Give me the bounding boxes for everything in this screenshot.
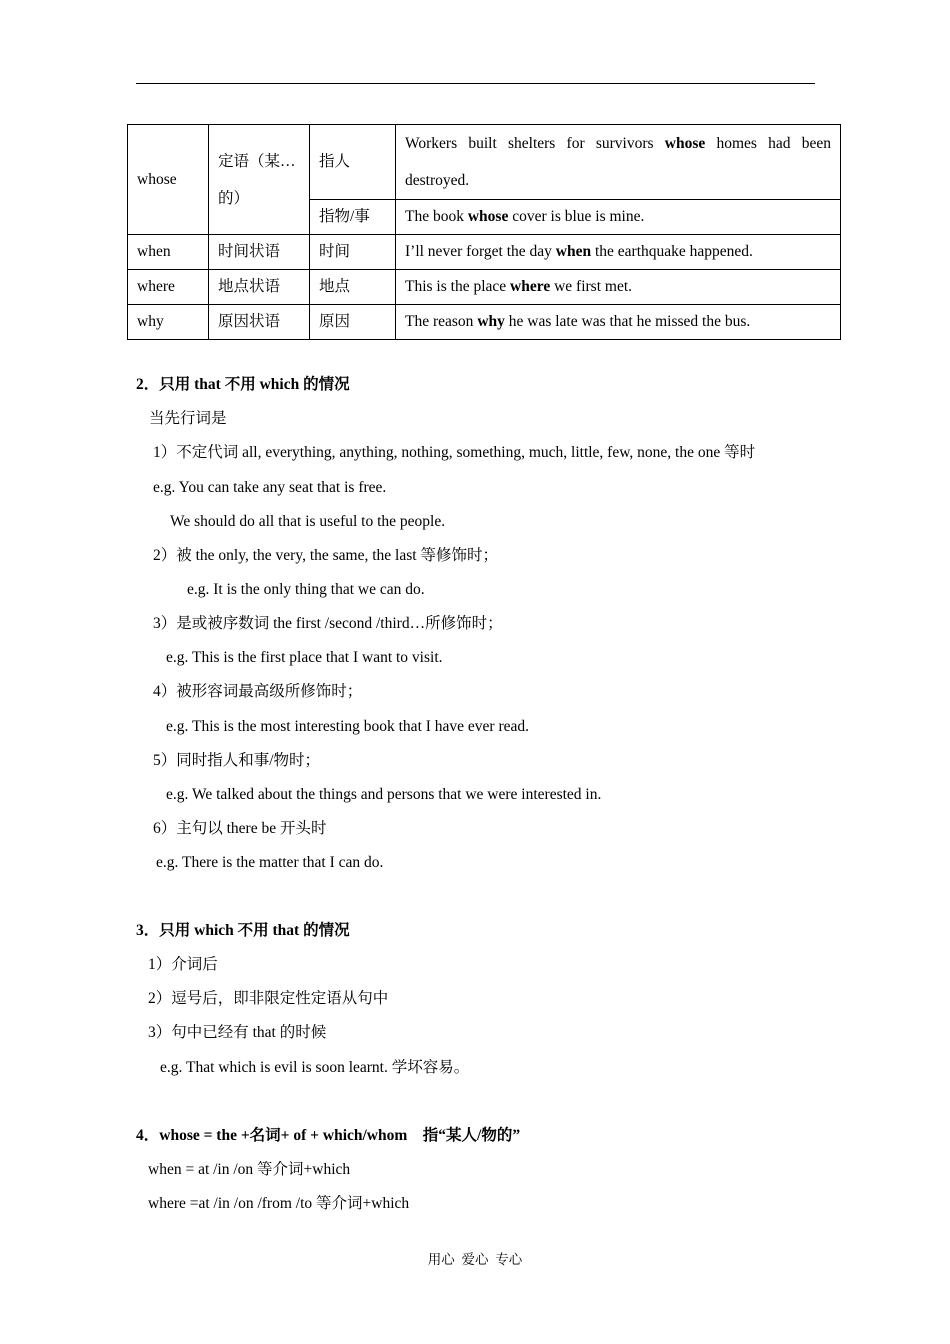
example-line: e.g. You can take any seat that is free. [153,479,387,496]
table-cell-example: The book whose cover is blue is mine. [396,200,841,235]
table-cell-refers: 指人 [310,125,396,200]
table-cell-refers: 时间 [310,235,396,270]
header-rule [136,83,815,84]
table-cell-example: This is the place where we first met. [396,270,841,305]
list-item: when = at /in /on 等介词+which [148,1161,351,1178]
table-row [128,125,841,200]
list-item: 3）句中已经有 that 的时候 [148,1024,327,1041]
list-item: where =at /in /on /from /to 等介词+which [148,1195,410,1212]
table-row [128,270,841,305]
example-line: We should do all that is useful to the people. [170,513,446,530]
table-cell-example: I’ll never forget the day when the earthquake happened. [396,235,841,270]
page-footer: 用心 爱心 专心 [427,1252,523,1267]
keyword: whose [664,135,706,152]
table-cell-refers: 指物/事 [310,200,396,235]
list-item: 2）逗号后，即非限定性定语从句中 [148,990,389,1007]
table-cell-refers: 原因 [310,305,396,340]
keyword: why [477,313,505,330]
example-line: e.g. This is the most interesting book that I have ever read. [166,718,530,735]
section-heading: 2．只用 that 不用 which 的情况 [136,376,350,393]
example-line: e.g. There is the matter that I can do. [156,854,384,871]
table-cell-refers: 地点 [310,270,396,305]
section-intro: 当先行词是 [149,410,227,427]
table-cell-example: The reason why he was late was that he missed the bus. [396,305,841,340]
example-line: e.g. It is the only thing that we can do. [187,581,425,598]
list-item: 6）主句以 there be 开头时 [153,820,327,837]
keyword: where [510,278,551,295]
list-item: 3）是或被序数词 the first /second /third…所修饰时； [153,615,503,632]
table-cell-function: 原因状语 [209,305,310,340]
table-cell-function: 定语（某…的） [209,125,310,235]
section-heading: 4．whose = the +名词+ of + which/whom 指“某人/物的” [136,1127,521,1144]
table-row [128,305,841,340]
table-cell-word: why [128,305,209,340]
table-cell-function: 时间状语 [209,235,310,270]
list-item: 5）同时指人和事/物时； [153,752,321,769]
table-row [128,235,841,270]
table-cell-word: when [128,235,209,270]
list-item: 4）被形容词最高级所修饰时； [153,683,363,700]
example-line: e.g. That which is evil is soon learnt. 学坏容易。 [160,1059,470,1076]
list-item: 1）介词后 [148,956,218,973]
example-line: e.g. This is the first place that I want to visit. [166,649,443,666]
table-cell-word: whose [128,125,209,235]
list-item: 2）被 the only, the very, the same, the last 等修饰时； [153,547,498,564]
list-item: 1）不定代词 all, everything, anything, nothing, something, much, little, few, none, the one 等时 [153,444,756,461]
keyword: when [555,243,592,260]
keyword: whose [467,208,509,225]
example-line: e.g. We talked about the things and persons that we were interested in. [166,786,602,803]
section-heading: 3．只用 which 不用 that 的情况 [136,922,350,939]
relative-adverb-table [127,124,841,340]
table-cell-word: where [128,270,209,305]
table-cell-example: Workers built shelters for survivors whose homes had been destroyed. [396,125,841,200]
table-cell-function: 地点状语 [209,270,310,305]
